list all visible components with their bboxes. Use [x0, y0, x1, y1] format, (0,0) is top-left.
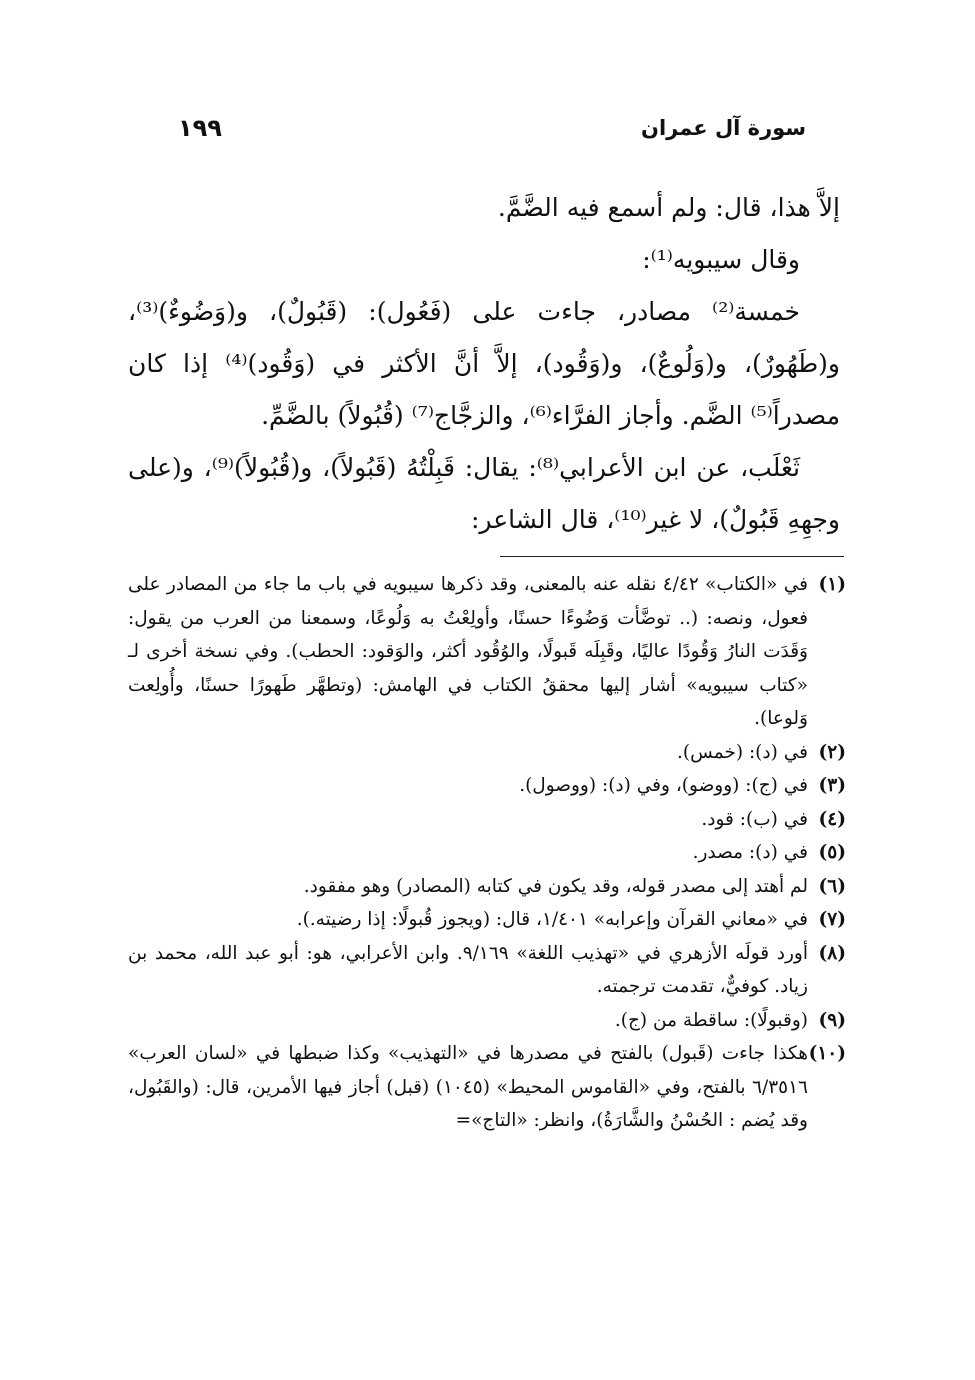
body-paragraph: إلاَّ هذا، قال: ولم أسمع فيه الضَّمَّ. [497, 193, 840, 222]
footnote-number: (٤) [818, 808, 846, 830]
footnote-text: في (ب): قود. [701, 808, 808, 830]
footnote-item [128, 769, 846, 803]
footnote-number: (٩) [818, 1009, 846, 1031]
footnote-item [128, 736, 846, 770]
footnote-item [128, 937, 846, 1004]
body-paragraph: خمسة⁽²⁾ مصادر، جاءت على (فَعُول): (قَبُولٌ)، و(وَضُوءٌ)⁽³⁾، و(طَهُورٌ)، و(وَلُوعٌ)، و(وَقُود)، إلاَّ أنَّ الأكثر في (وَقُود)⁽⁴⁾ إذا كان مصدراً⁽⁵⁾ الضَّم. وأجاز الفرَّاء⁽⁶⁾، والزجَّاج⁽⁷⁾ (قُبُولاً) بالضَّمِّ. [128, 297, 840, 430]
footnote-text: أورد قولَه الأزهري في «تهذيب اللغة» ٩/١٦٩. وابن الأعرابي، هو: أبو عبد الله، محمد بن زياد. كوفيٌّ، تقدمت ترجمته. [128, 942, 808, 997]
footnote-item [128, 870, 846, 904]
footnote-item [128, 803, 846, 837]
footnote-number: (٢) [818, 741, 846, 763]
footnote-text: في (ج): (ووضو)، وفي (د): (ووصول). [519, 775, 808, 796]
page-number: ١٩٩ [178, 114, 222, 142]
footnote-number: (١) [818, 574, 846, 595]
footnotes-list [128, 568, 846, 1138]
footnote-number: (٨) [818, 942, 846, 964]
page-header [178, 108, 806, 148]
footnote-divider [500, 556, 844, 557]
body-paragraph: ثَعْلَب، عن ابن الأعرابي⁽⁸⁾: يقال: قَبِلْتُهُ (قَبُولاً)، و(قُبُولاً)⁽⁹⁾، و(على وجهِهِ قَبُولٌ)، لا غير⁽¹⁰⁾، قال الشاعر: [128, 453, 840, 534]
body-paragraph: وقال سيبويه⁽¹⁾: [642, 245, 800, 274]
footnote-item [128, 903, 846, 937]
footnote-text: في «الكتاب» ٤/٤٢ نقله عنه بالمعنى، وقد ذكرها سيبويه في باب ما جاء من المصادر على فعول، ونصه: (.. توضَّأت وَضُوءًا حسنًا، وأولِعْتُ به وَلُوعًا، وسمعنا من العرب من يقول: وَقَدَت النارُ وَقُودًا عاليًا، وقَبِلَه قَبولًا، والوُقُود أكثر، والوَقود: الحطب). وفي نسخة أخرى لـ «كتاب سيبويه» أشار إليها محققُ الكتاب في الهامش: (وتطهَّر طَهورًا حسنًا، وأُولِعت وَلوعا). [128, 574, 808, 729]
running-title: سورة آل عمران [641, 116, 806, 140]
footnote-item [128, 1037, 846, 1138]
footnote-text: لم أهتد إلى مصدر قوله، وقد يكون في كتابه (المصادر) وهو مفقود. [303, 875, 808, 897]
footnote-text: في (د): (خمس). [677, 741, 808, 763]
footnote-number: (٥) [818, 842, 846, 863]
footnote-item [128, 568, 846, 736]
footnote-text: (وقبولًا): ساقطة من (ج). [614, 1009, 808, 1031]
footnote-number: (٧) [818, 909, 846, 930]
main-text [128, 182, 840, 546]
footnote-text: في (د): مصدر. [692, 842, 808, 863]
footnote-number: (٣) [818, 775, 846, 796]
footnote-number: (١٠) [808, 1043, 846, 1064]
footnote-text: هكذا جاءت (قَبول) بالفتح في مصدرها في «التهذيب» وكذا ضبطها في «لسان العرب» ٦/٣٥١٦ بالفتح، وفي «القاموس المحيط» (١٠٤٥) (قبل) أجاز فيها الأمرين، قال: (والقَبُول، وقد يُضم : الحُسْنُ والشَّارَةُ)، وانظر: «التاج»= [128, 1043, 808, 1131]
footnote-text: في «معاني القرآن وإعرابه» ١/٤٠١، قال: (ويجوز قُبولًا: إذا رضيته.). [296, 909, 808, 930]
footnote-item [128, 836, 846, 870]
footnote-item [128, 1004, 846, 1038]
footnote-number: (٦) [818, 875, 846, 897]
